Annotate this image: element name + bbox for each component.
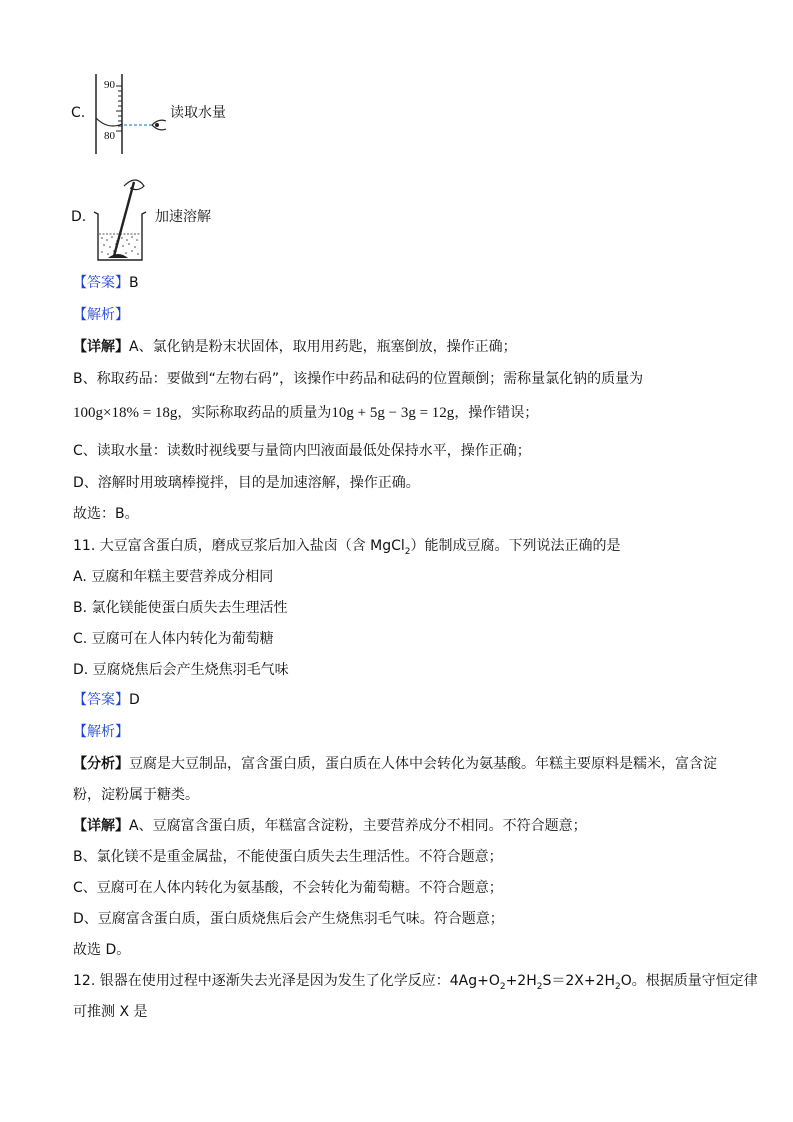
q10-conclusion: 故选：B。 xyxy=(73,506,139,522)
q12-stem-1 xyxy=(73,972,758,996)
formula-mass-needed: 100g×18% = 18g xyxy=(73,405,178,421)
q11-detail-c: C、豆腐可在人体内转化为氨基酸，不会转化为葡萄糖。不符合题意； xyxy=(73,880,503,896)
q12-sub-h2: 2 xyxy=(536,981,543,992)
q12-part-a: 12. 银器在使用过程中逐渐失去光泽是因为发生了化学反应：4Ag+O xyxy=(73,973,500,989)
tick-90: 90 xyxy=(104,79,115,91)
q11-detail-d: D、豆腐富含蛋白质，蛋白质烧焦后会产生烧焦羽毛气味。符合题意； xyxy=(73,911,504,927)
option-d-caption: 加速溶解 xyxy=(155,209,211,225)
q12-sub-o2: 2 xyxy=(499,981,506,992)
q12-part-d: O。根据质量守恒定律 xyxy=(620,973,758,989)
formula-mass-actual: 10g + 5g − 3g = 12g xyxy=(331,405,455,421)
q11-option-d: D. 豆腐烧焦后会产生烧焦羽毛气味 xyxy=(73,662,289,678)
q11-stem-pre: 11. 大豆富含蛋白质，磨成豆浆后加入盐卤（含 MgCl xyxy=(73,538,405,554)
detail-b2-text: ，实际称取药品的质量为 xyxy=(177,405,332,421)
q11-option-a: A. 豆腐和年糕主要营养成分相同 xyxy=(73,569,274,585)
q11-fenxi-2: 粉，淀粉属于糖类。 xyxy=(73,787,199,803)
option-c-caption: 读取水量 xyxy=(170,105,226,121)
fenxi-text: 豆腐是大豆制品，富含蛋白质，蛋白质在人体中会转化为氨基酸。年糕主要原料是糯米，富含淀 xyxy=(129,756,717,772)
q11-conclusion: 故选 D。 xyxy=(73,942,131,958)
eye-icon xyxy=(150,117,168,133)
answer-value: B xyxy=(129,275,139,291)
graduated-cylinder-figure xyxy=(88,70,168,158)
q11-stem-post: ）能制成豆腐。下列说法正确的是 xyxy=(410,538,621,554)
detail-b3-text: ，操作错误； xyxy=(454,405,539,421)
detail-tag: 【详解】 xyxy=(73,339,129,355)
q11-analysis-tag: 【解析】 xyxy=(73,724,129,740)
q12-part-b: +2H xyxy=(505,973,537,989)
q11-detail-b: B、氯化镁不是重金属盐，不能使蛋白质失去生理活性。不符合题意； xyxy=(73,849,503,865)
beaker-stirring-figure xyxy=(90,168,154,264)
option-d-letter: D. xyxy=(71,209,87,225)
detail-tag: 【详解】 xyxy=(73,818,129,834)
q11-stem xyxy=(73,537,621,561)
q12-stem-2: 可推测 X 是 xyxy=(73,1004,148,1020)
detail-text: A、豆腐富含蛋白质，年糕富含淀粉，主要营养成分不相同。不符合题意； xyxy=(129,818,587,834)
q10-detail-c: C、读取水量：读数时视线要与量筒内凹液面最低处保持水平，操作正确； xyxy=(73,443,531,459)
q11-answer-line xyxy=(73,691,140,709)
q10-detail-d: D、溶解时用玻璃棒搅拌，目的是加速溶解，操作正确。 xyxy=(73,475,420,491)
q11-option-b: B. 氯化镁能使蛋白质失去生理活性 xyxy=(73,600,288,616)
fenxi-tag: 【分析】 xyxy=(73,756,129,772)
q11-detail-a xyxy=(73,817,587,835)
answer-tag: 【答案】 xyxy=(73,692,129,708)
q12-part-c: S＝2X+2H xyxy=(542,973,616,989)
q11-fenxi-1 xyxy=(73,755,717,773)
q10-detail-b1: B、称取药品：要做到“左物右码”，该操作中药品和砝码的位置颠倒；需称量氯化钠的质量为 xyxy=(73,371,644,387)
tick-80: 80 xyxy=(104,130,115,142)
detail-text: A、氯化钠是粉末状固体，取用用药匙，瓶塞倒放，操作正确； xyxy=(129,339,517,355)
q10-detail-a xyxy=(73,338,517,356)
answer-value: D xyxy=(129,692,140,708)
q11-stem-sub: 2 xyxy=(404,546,411,557)
q10-answer-line xyxy=(73,274,139,292)
q10-analysis-tag: 【解析】 xyxy=(73,307,129,323)
q11-option-c: C. 豆腐可在人体内转化为葡萄糖 xyxy=(73,631,274,647)
q12-sub-h2o: 2 xyxy=(615,981,621,992)
answer-tag: 【答案】 xyxy=(73,275,129,291)
option-c-letter: C. xyxy=(71,105,86,121)
q10-detail-b2 xyxy=(73,404,538,422)
